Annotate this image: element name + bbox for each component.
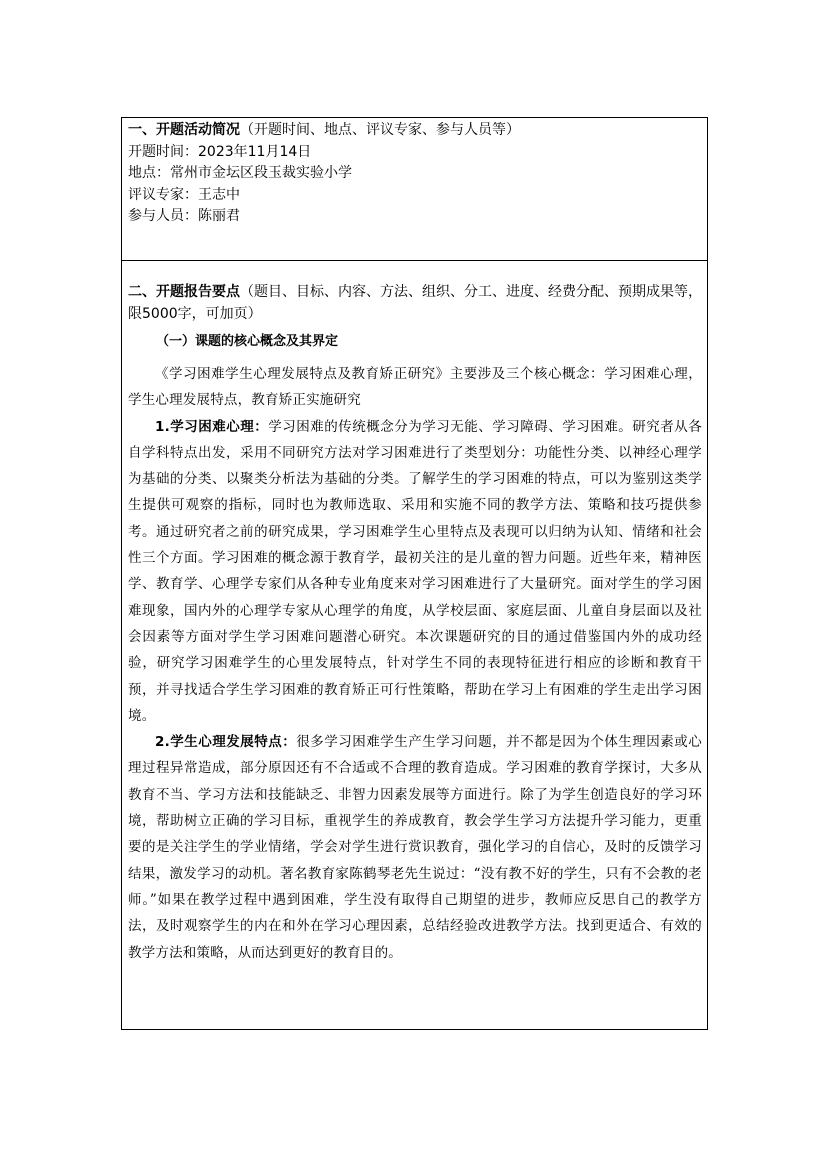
term1-label: 1.学习困难心理： (155, 418, 269, 435)
participants-value: 陈丽君 (198, 208, 240, 224)
expert-label: 评议专家： (128, 186, 198, 203)
report-table (121, 117, 708, 1030)
participants-label: 参与人员： (128, 208, 198, 224)
place-label: 地点： (128, 165, 170, 181)
intro-paragraph: 《学习困难学生心理发展特点及教育矫正研究》主要涉及三个核心概念：学习困难心理，学生心理发展特点，教育矫正实施研究 (128, 366, 702, 409)
section-report-points (122, 261, 707, 1029)
section1-heading-note: （开题时间、地点、评议专家、参与人员等） (240, 122, 520, 138)
opening-time-row (128, 142, 701, 164)
core-concepts-subheading: （一）课题的核心概念及其界定 (156, 334, 339, 349)
section2-heading: 二、开题报告要点 (128, 284, 240, 300)
expert-row (128, 185, 701, 207)
expert-value: 王志中 (198, 186, 240, 203)
term2-text: 很多学习困难学生产生学习问题，并不都是因为个体生理因素或心理过程异常造成，部分原因还有不合适或不合理的教育造成。学习困难的教育学探讨，大多从教育不当、学习方法和技能缺乏、非智力因素发展等方面进行。除了为学生创造良好的学习环境，帮助树立正确的学习目标，重视学生的养成教育，教会学生学习方法提升学习能力，更重要的是关注学生的学业情绪，学会对学生进行赏识教育，强化学习的自信心，及时的反馈学习结果，激发学习的动机。著名教育家陈鹤琴老先生说过：“没有教不好的学生，只有不会教的老师。”如果在教学过程中遇到困难，学生没有取得自己期望的进步，教师应反思自己的教学方法，及时观察学生的内在和外在学习心理因素，总结经验改进教学方法。找到更适合、有效的教学方法和策略，从而达到更好的教育目的。 (128, 734, 702, 961)
section1-heading-line (128, 120, 701, 142)
section-activity-overview (122, 118, 707, 261)
place-value: 常州市金坛区段玉裁实验小学 (170, 165, 352, 181)
term1-paragraph (128, 414, 702, 730)
section2-heading-line (128, 281, 706, 325)
term2-paragraph (128, 729, 702, 966)
opening-time-value: 2023年11月14日 (198, 143, 312, 160)
participants-row (128, 206, 701, 228)
term1-text: 学习困难的传统概念分为学习无能、学习障碍、学习困难。研究者从各自学科特点出发，采用不同研究方法对学习困难进行了类型划分：功能性分类、以神经心理学为基础的分类、以聚类分析法为基础的分类。了解学生的学习困难的特点，可以为鉴别这类学生提供可观察的指标，同时也为教师选取、采用和实施不同的教学方法、策略和技巧提供参考。通过研究者之前的研究成果，学习困难学生心里特点及表现可以归纳为认知、情绪和社会性三个方面。学习困难的概念源于教育学，最初关注的是儿童的智力问题。近些年来，精神医学、教育学、心理学专家们从各种专业角度来对学习困难进行了大量研究。面对学生的学习困难现象，国内外的心理学专家从心理学的角度，从学校层面、家庭层面、儿童自身层面以及社会因素等方面对学生学习困难问题潜心研究。本次课题研究的目的通过借鉴国内外的成功经验，研究学习困难学生的心里发展特点，针对学生不同的表现特征进行相应的诊断和教育干预，并寻找适合学生学习困难的教育矫正可行性策略，帮助在学习上有困难的学生走出学习困境。 (128, 418, 703, 724)
section2-heading-note: （题目、目标、内容、方法、组织、分工、进度、经费分配、预期成果等，限5000字，可加页） (128, 284, 702, 322)
term2-label: 2.学生心理发展特点： (155, 734, 297, 751)
opening-time-label: 开题时间： (128, 143, 198, 160)
place-row (128, 163, 701, 185)
section1-heading: 一、开题活动简况 (128, 122, 240, 138)
